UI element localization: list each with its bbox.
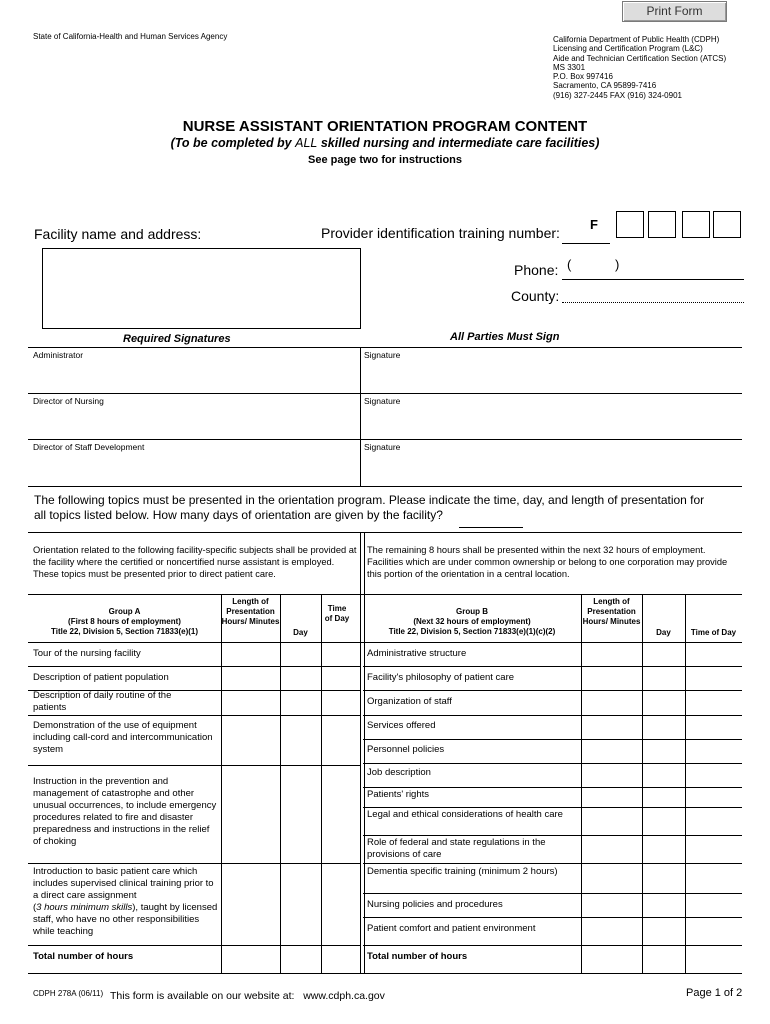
county-label: County: — [511, 288, 560, 304]
group-a-header — [28, 607, 221, 637]
group-a-topic: Description of patient population — [33, 672, 169, 683]
rule — [28, 973, 742, 974]
facility-label: Facility name and address: — [34, 226, 202, 242]
provider-digit-box[interactable] — [713, 211, 741, 238]
group-a-topic: Introduction to basic patient care which includes supervised clinical training prior to a direct care assignment — [33, 866, 214, 901]
required-signatures-heading: Required Signatures — [123, 333, 231, 345]
group-a-topic: Demonstration of the use of equipment including call-cord and intercommunication system — [33, 720, 213, 755]
phone-paren-close: ) — [615, 257, 620, 272]
rule — [321, 594, 322, 973]
provider-digit-box[interactable] — [616, 211, 644, 238]
group-b-topic: Administrative structure — [367, 648, 467, 659]
orientation-table — [28, 532, 742, 977]
instructions-note: See page two for instructions — [307, 154, 463, 166]
orientation-days-input[interactable] — [459, 527, 523, 528]
rule — [360, 532, 365, 973]
group-b-intro: The remaining 8 hours shall be presented within the next 32 hours of employment. Facilities which are under common ownership or belong to one corporation may provide this portion of the orientation in a central location. — [367, 545, 728, 579]
topics-intro — [34, 493, 754, 523]
group-b-header — [363, 607, 581, 637]
group-b-total-label: Total number of hours — [367, 951, 468, 962]
form-code: CDPH 278A (06/11) — [33, 989, 104, 998]
group-b-topic: Legal and ethical considerations of health care — [367, 809, 563, 820]
phone-input[interactable] — [562, 279, 744, 280]
group-a-time-header: Time of Day — [324, 604, 350, 623]
address-line: Sacramento, CA 95899-7416 — [553, 81, 657, 91]
rule — [28, 642, 742, 643]
rule — [28, 715, 360, 716]
county-input[interactable] — [562, 302, 744, 303]
page-number: Page 1 of 2 — [686, 987, 743, 999]
rule — [28, 594, 742, 595]
group-b-title: Group B — [456, 607, 488, 616]
group-b-topic: Patients' rights — [367, 789, 430, 800]
rule — [28, 863, 360, 864]
don-signature-field[interactable]: Signature — [364, 396, 401, 406]
group-b-topic: Personnel policies — [367, 744, 445, 755]
topics-intro-line: all topics listed below. How many days of orientation are given by the facility? — [34, 508, 443, 522]
group-b-topic: Facility's philosophy of patient care — [367, 672, 515, 683]
group-b-day-header: Day — [656, 628, 671, 637]
rule — [581, 594, 582, 973]
group-b-topic: Nursing policies and procedures — [367, 899, 503, 910]
rule — [360, 347, 361, 486]
provider-prefix: F — [590, 217, 598, 232]
provider-digit-box[interactable] — [682, 211, 710, 238]
rule — [28, 486, 742, 487]
group-b-topic: Patient comfort and patient environment — [367, 923, 536, 934]
admin-signature-field[interactable]: Signature — [364, 350, 401, 360]
phone-paren-open: ( — [567, 257, 572, 272]
group-b-topic: Services offered — [367, 720, 436, 731]
address-line: P.O. Box 997416 — [553, 72, 613, 82]
don-label: Director of Nursing — [33, 396, 104, 406]
group-b-length-header: Length of Presentation Hours/ Minutes — [582, 597, 641, 626]
rule — [685, 594, 686, 973]
group-b-topic: Job description — [367, 767, 431, 778]
page-subtitle — [0, 136, 770, 150]
dsd-label: Director of Staff Development — [33, 442, 145, 452]
rule — [28, 393, 742, 394]
address-line: (916) 327-2445 FAX (916) 324-0901 — [553, 90, 682, 100]
group-b-ref: Title 22, Division 5, Section 71833(e)(1)(c)(2) — [388, 627, 556, 636]
subtitle-all: ALL — [295, 136, 318, 150]
minimum-skills-note: 3 hours minimum skills — [36, 902, 133, 913]
group-a-topic: Description of daily routine of the patients — [33, 690, 172, 713]
cdph-address — [553, 35, 763, 100]
group-a-ref: Title 22, Division 5, Section 71833(e)(1) — [50, 627, 199, 636]
subtitle-part: (To be completed by — [170, 136, 296, 150]
group-b-subtitle: (Next 32 hours of employment) — [413, 617, 531, 626]
subtitle-part: skilled nursing and intermediate care facilities) — [317, 136, 600, 150]
group-a-topic: Tour of the nursing facility — [33, 648, 141, 659]
group-a-subtitle: (First 8 hours of employment) — [68, 617, 181, 626]
group-b-topic: Organization of staff — [367, 696, 452, 707]
rule — [221, 594, 222, 973]
rule — [28, 347, 742, 348]
phone-label: Phone: — [514, 262, 559, 278]
admin-label: Administrator — [33, 350, 84, 360]
dsd-signature-field[interactable]: Signature — [364, 442, 401, 452]
footer-website-text — [110, 990, 385, 1002]
group-a-day-header: Day — [293, 628, 308, 637]
rule — [28, 439, 742, 440]
provider-digit-box[interactable] — [648, 211, 676, 238]
signature-table — [28, 347, 742, 487]
rule — [28, 765, 360, 766]
agency-name: State of California-Health and Human Services Agency — [33, 32, 228, 41]
group-a-topic: Instruction in the prevention and management of catastrophe and other unusual occurrences, to include emergency procedures related to fire and disaster preparedness and instructions in the relief of choking — [33, 776, 217, 847]
rule — [28, 666, 360, 667]
footer-url-link[interactable]: www.cdph.ca.gov — [303, 990, 385, 1002]
provider-label: Provider identification training number: — [321, 225, 560, 241]
address-line: California Department of Public Health (CDPH) — [553, 35, 720, 44]
print-form-button[interactable]: Print Form — [622, 1, 727, 22]
rule — [28, 532, 742, 533]
group-a-title: Group A — [108, 607, 141, 616]
group-b-topic: Dementia specific training (minimum 2 hours) — [367, 866, 558, 877]
rule — [280, 594, 281, 973]
group-a-intro: Orientation related to the following facility-specific subjects shall be provided at the facility where the certified or noncertified nurse assistant is employed. These topics must be presented prior to direct patient care. — [33, 545, 357, 579]
group-a-length-header: Length of Presentation Hours/ Minutes — [221, 597, 280, 626]
address-line: MS 3301 — [553, 62, 586, 72]
topics-intro-line: The following topics must be presented in the orientation program. Please indicate the time, day, and length of presentation for — [34, 493, 705, 507]
all-parties-heading: All Parties Must Sign — [450, 331, 560, 343]
address-line: Aide and Technician Certification Section (ATCS) — [553, 53, 727, 63]
facility-address-input[interactable] — [42, 248, 361, 329]
group-b-time-header: Time of Day — [690, 628, 737, 637]
rule — [642, 594, 643, 973]
group-a-topic: (3 hours minimum skills), taught by licensed staff, who have no other responsibilities while teaching — [33, 902, 218, 937]
rule — [28, 945, 360, 946]
page-title: NURSE ASSISTANT ORIENTATION PROGRAM CONTENT — [182, 118, 588, 135]
footer-site-label: This form is available on our website at: — [110, 990, 295, 1002]
provider-prefix-line — [562, 243, 610, 244]
group-a-total-label: Total number of hours — [33, 951, 134, 962]
group-b-topic: Role of federal and state regulations in the provisions of care — [367, 837, 546, 860]
address-line: Licensing and Certification Program (L&C) — [553, 44, 703, 54]
